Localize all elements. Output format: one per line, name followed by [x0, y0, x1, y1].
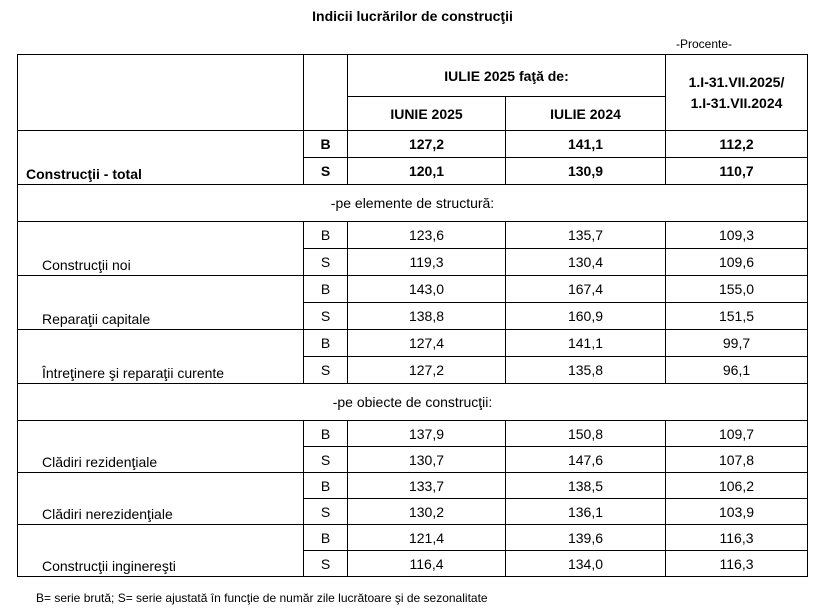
- value-cell: 130,7: [348, 447, 506, 473]
- value-cell: 99,7: [666, 330, 808, 357]
- header-row-group: [18, 55, 808, 97]
- value-cell: 141,1: [506, 131, 666, 158]
- row-label: Clădiri rezidenţiale: [18, 421, 304, 473]
- value-cell: 127,2: [348, 357, 506, 384]
- value-cell: 151,5: [666, 303, 808, 330]
- section-heading: -pe obiecte de construcţii:: [18, 384, 808, 421]
- footnote: B= serie brută; S= serie ajustată în funcţie de număr zile lucrătoare şi de sezonalitate: [36, 591, 488, 605]
- value-cell: 120,1: [348, 158, 506, 185]
- series-cell: B: [304, 525, 348, 551]
- value-cell: 112,2: [666, 131, 808, 158]
- value-cell: 167,4: [506, 276, 666, 303]
- series-cell: B: [304, 330, 348, 357]
- value-cell: 141,1: [506, 330, 666, 357]
- value-cell: 143,0: [348, 276, 506, 303]
- table-row: [18, 131, 808, 158]
- value-cell: 150,8: [506, 421, 666, 447]
- value-cell: 109,3: [666, 222, 808, 249]
- header-col3-line2: 1.I-31.VII.2024: [690, 94, 783, 111]
- value-cell: 137,9: [348, 421, 506, 447]
- value-cell: 116,3: [666, 525, 808, 551]
- series-cell: B: [304, 473, 348, 499]
- table-row: [18, 222, 808, 249]
- value-cell: 116,3: [666, 551, 808, 577]
- value-cell: 109,7: [666, 421, 808, 447]
- value-cell: 138,5: [506, 473, 666, 499]
- value-cell: 109,6: [666, 249, 808, 276]
- table-row: [18, 421, 808, 447]
- series-cell: B: [304, 222, 348, 249]
- series-cell: S: [304, 158, 348, 185]
- header-blank-label: [18, 55, 304, 131]
- value-cell: 130,9: [506, 158, 666, 185]
- table-row: [18, 473, 808, 499]
- value-cell: 106,2: [666, 473, 808, 499]
- series-cell: B: [304, 421, 348, 447]
- value-cell: 155,0: [666, 276, 808, 303]
- header-blank-series: [304, 55, 348, 131]
- value-cell: 119,3: [348, 249, 506, 276]
- series-cell: S: [304, 357, 348, 384]
- value-cell: 147,6: [506, 447, 666, 473]
- value-cell: 160,9: [506, 303, 666, 330]
- header-col3: [666, 55, 808, 131]
- table-row: [18, 525, 808, 551]
- row-label: Construcţii noi: [18, 222, 304, 276]
- unit-label: -Procente-: [676, 37, 733, 51]
- series-cell: B: [304, 131, 348, 158]
- row-label: Construcţii - total: [18, 131, 304, 185]
- value-cell: 127,4: [348, 330, 506, 357]
- value-cell: 130,2: [348, 499, 506, 525]
- value-cell: 123,6: [348, 222, 506, 249]
- value-cell: 121,4: [348, 525, 506, 551]
- value-cell: 110,7: [666, 158, 808, 185]
- indices-table: [17, 54, 808, 577]
- value-cell: 130,4: [506, 249, 666, 276]
- series-cell: S: [304, 499, 348, 525]
- header-group: IULIE 2025 faţă de:: [348, 55, 666, 97]
- value-cell: 133,7: [348, 473, 506, 499]
- row-label: Clădiri nerezidenţiale: [18, 473, 304, 525]
- value-cell: 138,8: [348, 303, 506, 330]
- value-cell: 116,4: [348, 551, 506, 577]
- series-cell: B: [304, 276, 348, 303]
- row-label: Construcţii inginereşti: [18, 525, 304, 577]
- value-cell: 135,7: [506, 222, 666, 249]
- section-heading-row: [18, 185, 808, 222]
- header-col2: IULIE 2024: [506, 97, 666, 131]
- value-cell: 107,8: [666, 447, 808, 473]
- value-cell: 127,2: [348, 131, 506, 158]
- section-heading: -pe elemente de structură:: [18, 185, 808, 222]
- series-cell: S: [304, 447, 348, 473]
- value-cell: 103,9: [666, 499, 808, 525]
- value-cell: 136,1: [506, 499, 666, 525]
- value-cell: 96,1: [666, 357, 808, 384]
- table-row: [18, 330, 808, 357]
- section-heading-row: [18, 384, 808, 421]
- series-cell: S: [304, 303, 348, 330]
- value-cell: 134,0: [506, 551, 666, 577]
- value-cell: 139,6: [506, 525, 666, 551]
- value-cell: 135,8: [506, 357, 666, 384]
- header-col3-line1: 1.I-31.VII.2025/: [688, 73, 785, 90]
- header-col1: IUNIE 2025: [348, 97, 506, 131]
- series-cell: S: [304, 249, 348, 276]
- row-label: Reparaţii capitale: [18, 276, 304, 330]
- table-row: [18, 276, 808, 303]
- page-title: Indicii lucrărilor de construcţii: [312, 8, 513, 24]
- row-label: Întreţinere şi reparaţii curente: [18, 330, 304, 384]
- series-cell: S: [304, 551, 348, 577]
